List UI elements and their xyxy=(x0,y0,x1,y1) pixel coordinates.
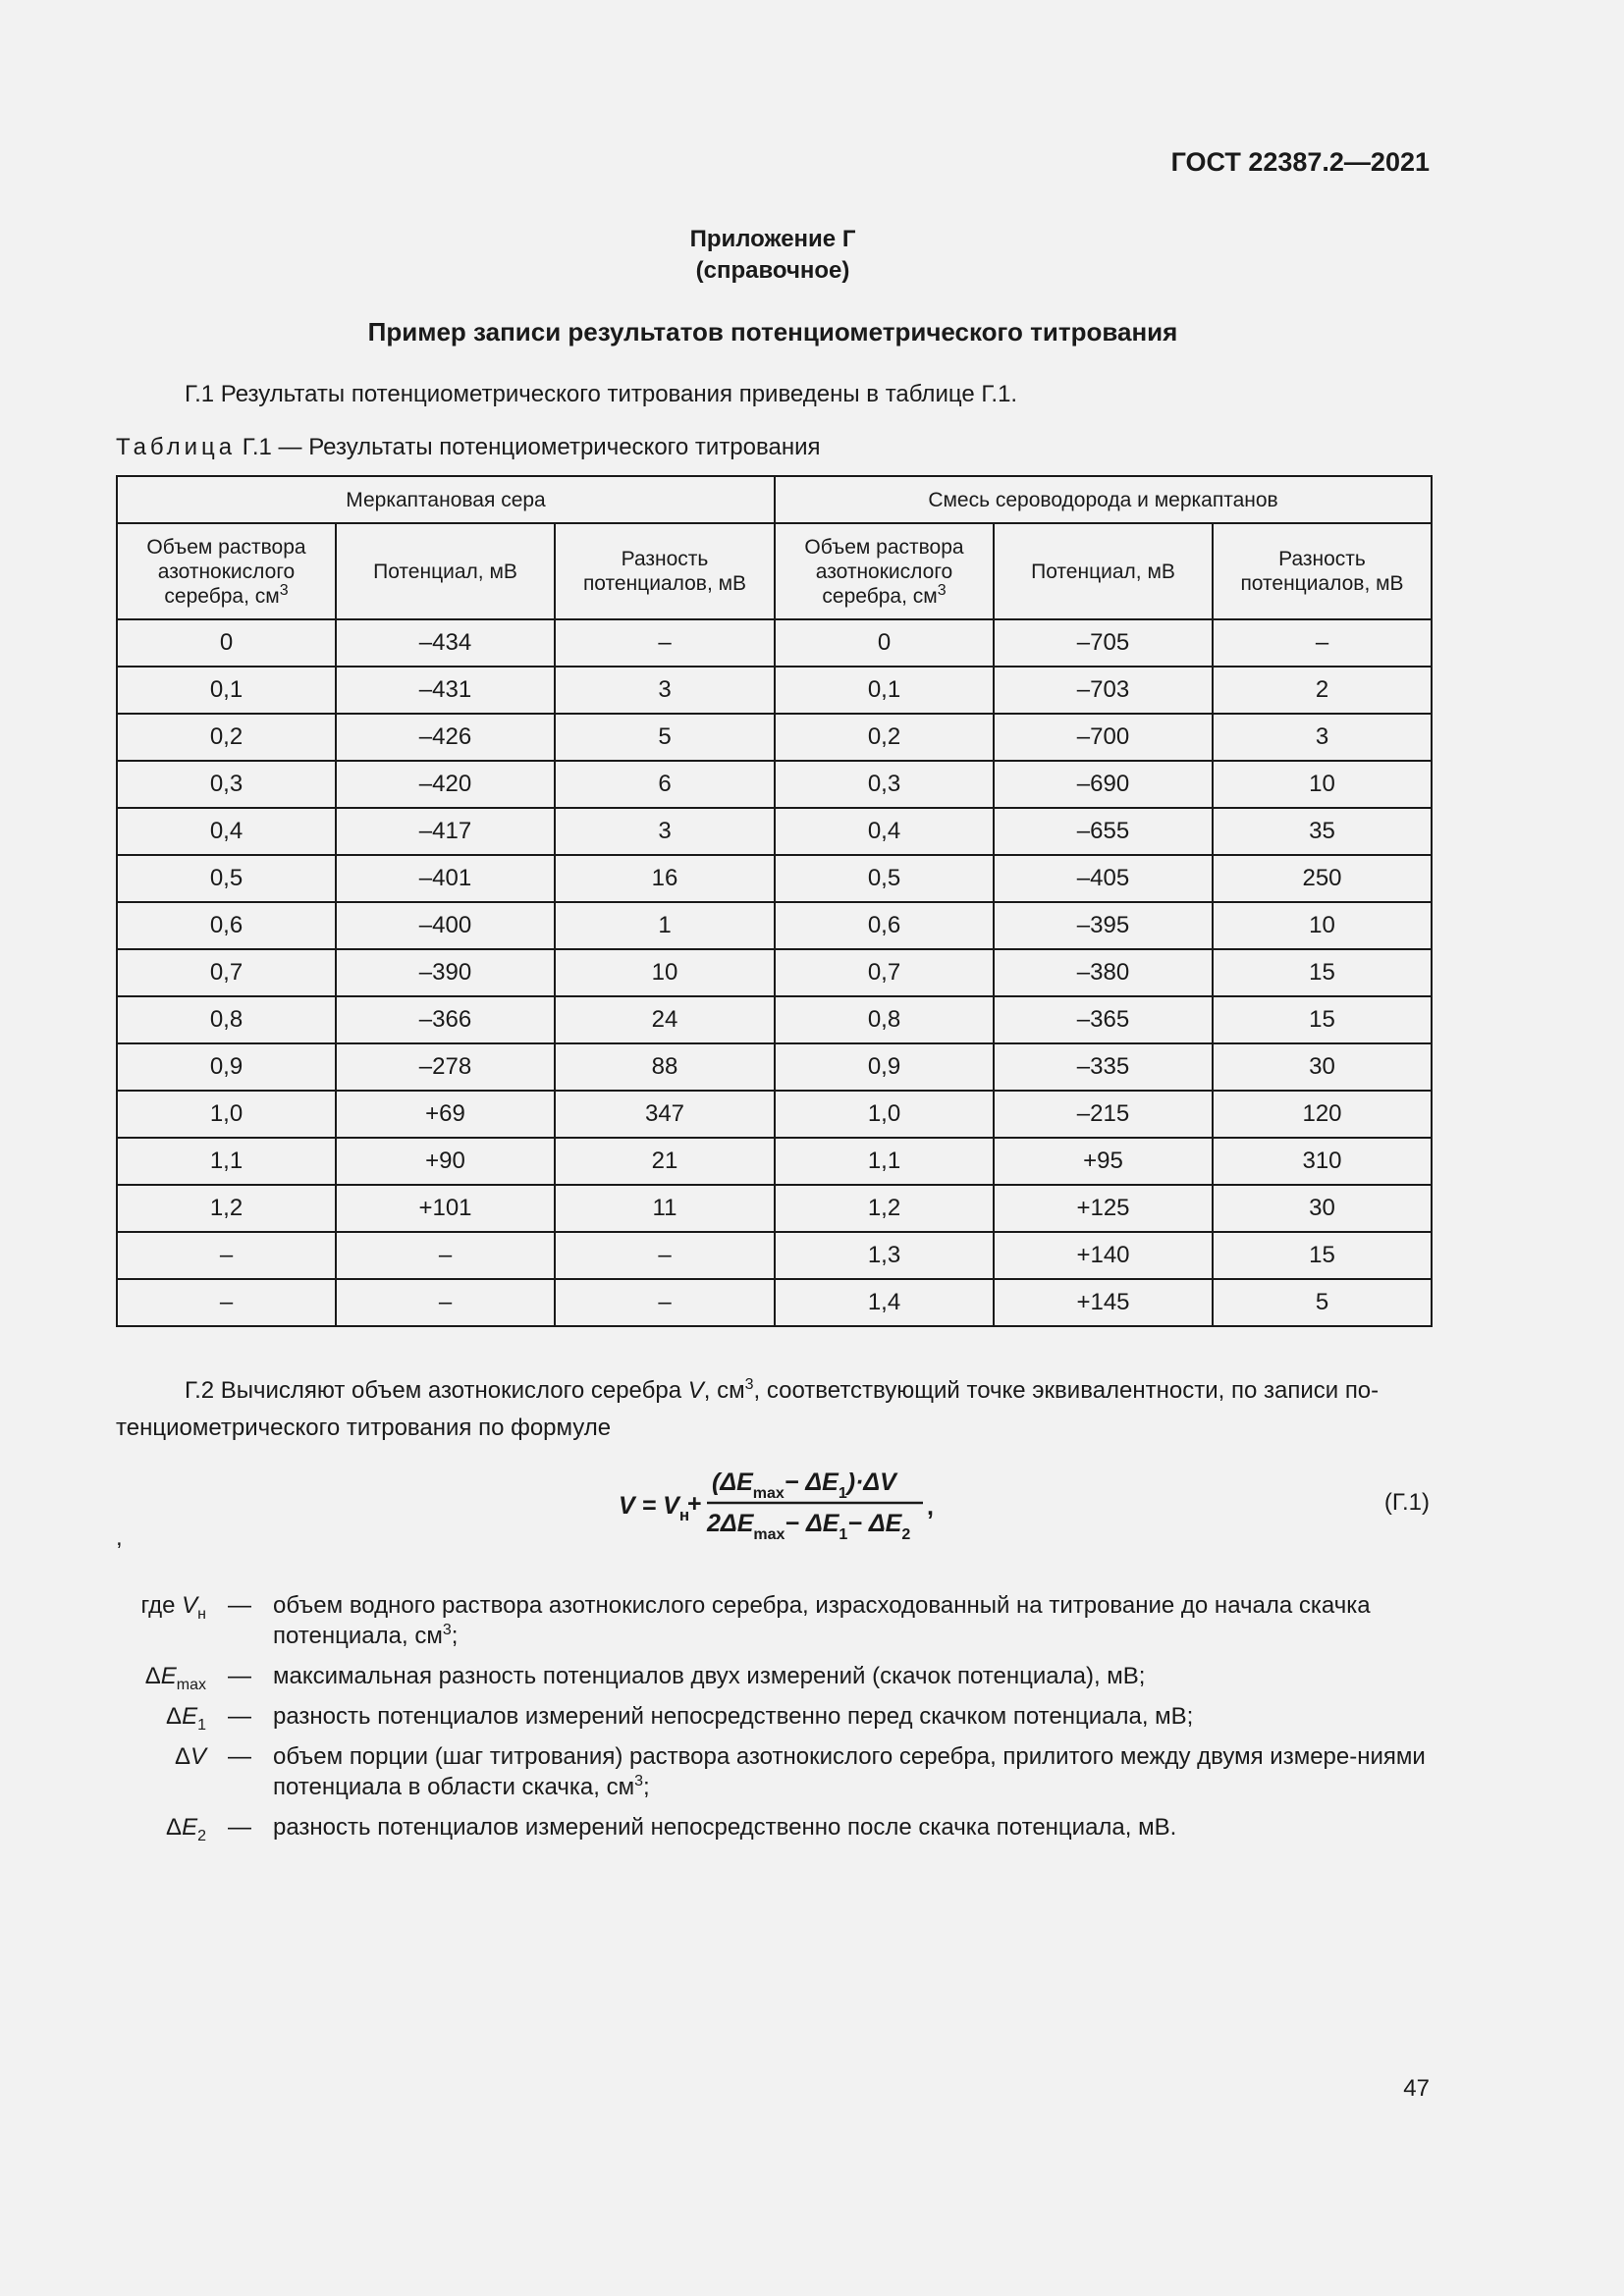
standard-code: ГОСТ 22387.2—2021 xyxy=(1170,147,1430,177)
table-cell: – xyxy=(555,1279,775,1326)
table-cell: –365 xyxy=(994,996,1213,1043)
legend-item xyxy=(116,1701,1432,1732)
svg-text:V = Vн: $V = V_н$ xyxy=(619,1492,690,1524)
table-cell: –395 xyxy=(994,902,1213,949)
group-header-mixture: Смесь сероводорода и меркаптанов xyxy=(775,476,1432,523)
table-cell: 0,3 xyxy=(117,761,336,808)
legend-dash: — xyxy=(228,1743,251,1770)
formula-number: (Г.1) xyxy=(1383,1489,1430,1516)
table-cell: 0,3 xyxy=(775,761,994,808)
table-row xyxy=(117,1043,1432,1091)
table-cell: 0,8 xyxy=(775,996,994,1043)
table-cell: 310 xyxy=(1213,1138,1432,1185)
table-cell: 0,7 xyxy=(117,949,336,996)
column-header-difference: Разность потенциалов, мВ xyxy=(555,523,775,619)
table-cell: 1 xyxy=(555,902,775,949)
table-cell: 0,8 xyxy=(117,996,336,1043)
table-cell: 0,6 xyxy=(775,902,994,949)
table-cell: +145 xyxy=(994,1279,1213,1326)
table-cell: 0,1 xyxy=(117,667,336,714)
column-header-potential: Потенциал, мВ xyxy=(994,523,1213,619)
legend-dash: — xyxy=(228,1703,251,1730)
table-cell: 10 xyxy=(1213,761,1432,808)
table-cell: –366 xyxy=(336,996,555,1043)
table-cell: –405 xyxy=(994,855,1213,902)
table-row xyxy=(117,949,1432,996)
table-row xyxy=(117,902,1432,949)
table-cell: +95 xyxy=(994,1138,1213,1185)
legend-dash: — xyxy=(228,1814,251,1841)
table-cell: 250 xyxy=(1213,855,1432,902)
table-cell: 15 xyxy=(1213,996,1432,1043)
table-cell: 3 xyxy=(555,667,775,714)
table-cell: 6 xyxy=(555,761,775,808)
legend-item xyxy=(116,1812,1432,1842)
svg-text:2ΔEmax− ΔE1− ΔE2: $2\Delta E_{max}- \Delta E_1- \Delta E_2$ xyxy=(707,1510,911,1543)
legend-symbol: ΔV xyxy=(174,1743,206,1770)
svg-text:(ΔEmax− ΔE1)·ΔV: $(\Delta E_{max}- \Delta E_1)\cdot\Delta V$ xyxy=(712,1468,896,1502)
table-cell: 1,2 xyxy=(117,1185,336,1232)
table-cell: 24 xyxy=(555,996,775,1043)
table-row xyxy=(117,1091,1432,1138)
table-row xyxy=(117,996,1432,1043)
legend-symbol: $\Delta E_2$ xyxy=(166,1814,206,1844)
table-cell: 1,1 xyxy=(775,1138,994,1185)
table-cell: 30 xyxy=(1213,1043,1432,1091)
table-cell: –705 xyxy=(994,619,1213,667)
table-cell: – xyxy=(555,619,775,667)
table-cell: 15 xyxy=(1213,1232,1432,1279)
table-cell: 0 xyxy=(775,619,994,667)
table-cell: 0,5 xyxy=(117,855,336,902)
legend-item xyxy=(116,1590,1432,1651)
column-header-difference: Разность потенциалов, мВ xyxy=(1213,523,1432,619)
appendix-name: Приложение Г xyxy=(689,226,856,252)
table-cell: – xyxy=(555,1232,775,1279)
table-cell: 3 xyxy=(1213,714,1432,761)
table-row xyxy=(117,761,1432,808)
section-heading: Пример записи результатов потенциометрического титрования xyxy=(367,317,1178,347)
table-cell: – xyxy=(117,1279,336,1326)
table-cell: –434 xyxy=(336,619,555,667)
table-cell: –278 xyxy=(336,1043,555,1091)
table-caption-text: Г.1 — Результаты потенциометрического титрования xyxy=(242,434,821,460)
legend-description: разность потенциалов измерений непосредственно перед скачком потенциала, мВ; xyxy=(273,1703,1194,1730)
legend-description: объем порции (шаг титрования) раствора азотнокислого серебра, прилитого между двумя измере-ниями потенциала в области скачка, $см^3$; xyxy=(273,1743,1426,1800)
table-cell: 1,3 xyxy=(775,1232,994,1279)
table-cell: 21 xyxy=(555,1138,775,1185)
table-caption xyxy=(116,434,820,461)
table-cell: 35 xyxy=(1213,808,1432,855)
table-row xyxy=(117,667,1432,714)
table-row xyxy=(117,855,1432,902)
table-cell: –703 xyxy=(994,667,1213,714)
table-cell: –426 xyxy=(336,714,555,761)
table-cell: 10 xyxy=(555,949,775,996)
page-number: 47 xyxy=(1403,2075,1430,2102)
legend-description: максимальная разность потенциалов двух измерений (скачок потенциала), мВ; xyxy=(273,1663,1146,1689)
legend-symbol: $\Delta E_{max}$ xyxy=(144,1663,206,1693)
paragraph-g1: Г.1 Результаты потенциометрического титрования приведены в таблице Г.1. xyxy=(185,381,1018,407)
table-cell: +140 xyxy=(994,1232,1213,1279)
table-row xyxy=(117,714,1432,761)
table-cell: –690 xyxy=(994,761,1213,808)
table-cell: +101 xyxy=(336,1185,555,1232)
table-cell: 0,9 xyxy=(117,1043,336,1091)
table-cell: –700 xyxy=(994,714,1213,761)
table-cell: –380 xyxy=(994,949,1213,996)
table-cell: 0,2 xyxy=(775,714,994,761)
table-row xyxy=(117,808,1432,855)
table-cell: –417 xyxy=(336,808,555,855)
table-cell: 5 xyxy=(555,714,775,761)
table-row xyxy=(117,619,1432,667)
table-cell: 1,0 xyxy=(117,1091,336,1138)
table-cell: –335 xyxy=(994,1043,1213,1091)
table-cell: – xyxy=(336,1232,555,1279)
table-cell: –215 xyxy=(994,1091,1213,1138)
table-cell: 1,2 xyxy=(775,1185,994,1232)
table-row xyxy=(117,1232,1432,1279)
table-cell: –390 xyxy=(336,949,555,996)
table-row xyxy=(117,1185,1432,1232)
table-cell: – xyxy=(117,1232,336,1279)
table-cell: –431 xyxy=(336,667,555,714)
table-cell: +90 xyxy=(336,1138,555,1185)
legend-dash: — xyxy=(228,1663,251,1689)
legend-symbol: $\Delta E_1$ xyxy=(166,1703,206,1734)
formula-comma: , xyxy=(116,1524,123,1551)
table-cell: 11 xyxy=(555,1185,775,1232)
table-cell: +69 xyxy=(336,1091,555,1138)
table-cell: 16 xyxy=(555,855,775,902)
table-cell: – xyxy=(1213,619,1432,667)
legend-symbol: где $V_н$ xyxy=(140,1592,206,1623)
table-cell: 3 xyxy=(555,808,775,855)
table-cell: 347 xyxy=(555,1091,775,1138)
table-cell: 88 xyxy=(555,1043,775,1091)
legend-description: объем водного раствора азотнокислого серебра, израсходованный на титрование до начала скачка потенциала, $см^3$; xyxy=(273,1592,1371,1649)
table-row xyxy=(117,1279,1432,1326)
table-cell: 0,2 xyxy=(117,714,336,761)
table-cell: 0,9 xyxy=(775,1043,994,1091)
paragraph-g2: Г.2 Вычисляют объем азотнокислого серебра V, $см^3$, соответствующий точке эквивалентности, по записи по- тенциометрического титрования по формуле xyxy=(116,1376,1380,1441)
legend-item xyxy=(116,1741,1432,1802)
table-cell: 2 xyxy=(1213,667,1432,714)
table-cell: +125 xyxy=(994,1185,1213,1232)
table-cell: –400 xyxy=(336,902,555,949)
legend-description: разность потенциалов измерений непосредственно после скачка потенциала, мВ. xyxy=(273,1814,1177,1841)
table-cell: 30 xyxy=(1213,1185,1432,1232)
table-cell: – xyxy=(336,1279,555,1326)
table-cell: –401 xyxy=(336,855,555,902)
column-header-volume: Объем раствора азотнокислого серебра, $см^3$ xyxy=(775,523,994,619)
table-cell: 0 xyxy=(117,619,336,667)
table-cell: 15 xyxy=(1213,949,1432,996)
table-cell: 0,7 xyxy=(775,949,994,996)
equivalence-volume-formula xyxy=(589,1458,1001,1546)
appendix-title xyxy=(0,224,1545,287)
table-cell: 1,4 xyxy=(775,1279,994,1326)
legend-dash: — xyxy=(228,1592,251,1619)
table-cell: 0,6 xyxy=(117,902,336,949)
svg-text:+: + xyxy=(687,1490,702,1518)
appendix-type: (справочное) xyxy=(695,257,850,284)
table-cell: 1,0 xyxy=(775,1091,994,1138)
table-cell: 1,1 xyxy=(117,1138,336,1185)
column-header-potential: Потенциал, мВ xyxy=(336,523,555,619)
legend-item xyxy=(116,1661,1432,1691)
column-header-volume: Объем раствора азотнокислого серебра, $см^3$ xyxy=(117,523,336,619)
table-cell: –420 xyxy=(336,761,555,808)
formula-legend xyxy=(116,1590,1432,1852)
table-cell: –655 xyxy=(994,808,1213,855)
table-cell: 0,5 xyxy=(775,855,994,902)
titration-table xyxy=(116,475,1433,1327)
table-cell: 5 xyxy=(1213,1279,1432,1326)
table-cell: 10 xyxy=(1213,902,1432,949)
table-cell: 0,4 xyxy=(775,808,994,855)
table-row xyxy=(117,1138,1432,1185)
table-caption-prefix: Таблица xyxy=(116,434,237,460)
svg-text:,: , xyxy=(927,1493,934,1521)
table-cell: 0,1 xyxy=(775,667,994,714)
group-header-mercaptan: Меркаптановая сера xyxy=(117,476,775,523)
table-cell: 0,4 xyxy=(117,808,336,855)
table-cell: 120 xyxy=(1213,1091,1432,1138)
